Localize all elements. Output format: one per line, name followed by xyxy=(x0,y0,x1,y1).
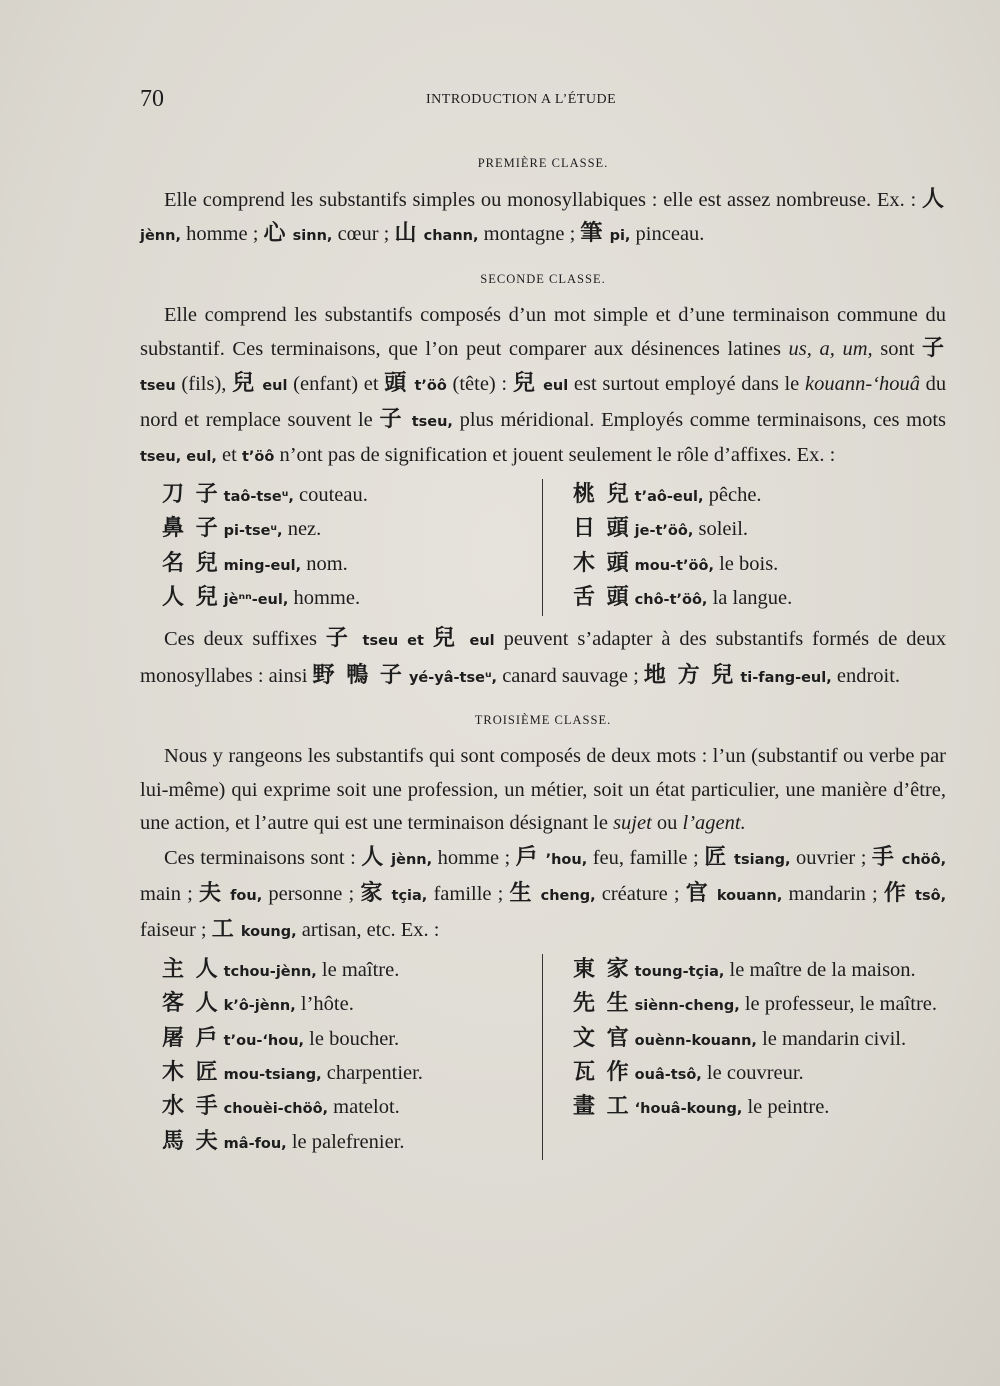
translation: personne ; xyxy=(268,882,355,905)
chinese-character: 兒 xyxy=(512,370,538,396)
example-row xyxy=(162,1091,543,1125)
example-row xyxy=(162,988,543,1022)
example-row xyxy=(162,1057,543,1091)
text: Elle comprend les substantifs simples ou monosyllabiques : elle est assez nombreuse. xyxy=(164,189,872,211)
text: canard sauvage ; xyxy=(502,664,639,687)
section-title-first: PREMIÈRE CLASSE. xyxy=(477,156,609,170)
page-header xyxy=(140,86,940,116)
example-row xyxy=(573,1023,946,1057)
example-row xyxy=(573,954,946,988)
translation: la langue. xyxy=(712,587,793,610)
romanization: chöô, xyxy=(901,851,947,868)
romanization: ouènn-kouann, xyxy=(634,1032,757,1049)
chinese-character: 官 xyxy=(685,880,711,906)
chinese-character: 手 xyxy=(871,844,897,870)
text: sont xyxy=(880,338,915,361)
text: Ces terminaisons sont : xyxy=(164,846,356,869)
romanization: t’ou-‘hou, xyxy=(223,1032,305,1049)
chinese-character: 山 xyxy=(394,221,419,247)
romanization: t’öô xyxy=(414,377,447,394)
chinese-word: 名 兒 xyxy=(162,550,220,576)
paragraph-first xyxy=(140,183,946,254)
romanization: tseu xyxy=(362,633,399,650)
chinese-character: 家 xyxy=(360,880,386,906)
translation: l’hôte. xyxy=(300,993,354,1016)
romanization: t’öô xyxy=(241,449,275,466)
examples-right-column xyxy=(543,479,946,617)
text-italic: sujet xyxy=(613,812,652,835)
translation: le peintre. xyxy=(747,1096,830,1119)
chinese-word: 日 頭 xyxy=(573,516,631,542)
example-row xyxy=(162,548,543,582)
text: et xyxy=(222,444,237,467)
text: plus méridional. Employés comme terminaisons, ces mots xyxy=(459,409,947,432)
romanization: je-t’öô, xyxy=(634,523,694,540)
chinese-word: 野 鴨 子 xyxy=(312,662,404,688)
romanization: pi-tseᵘ, xyxy=(223,523,283,540)
translation: matelot. xyxy=(333,1096,400,1119)
romanization: k’ô-jènn, xyxy=(223,998,296,1015)
translation: artisan, etc. Ex. : xyxy=(301,919,440,942)
translation: le couvreur. xyxy=(706,1061,804,1084)
paragraph-second-continued xyxy=(140,622,946,695)
translation: cœur ; xyxy=(337,223,390,246)
text: (enfant) et xyxy=(293,372,379,395)
translation: soleil. xyxy=(698,518,749,541)
chinese-character: 子 xyxy=(325,626,354,652)
romanization: fou, xyxy=(230,887,263,904)
romanization: ‘houâ-koung, xyxy=(634,1101,743,1118)
translation: nez. xyxy=(287,518,322,541)
translation: le boucher. xyxy=(309,1027,400,1050)
romanization: eul xyxy=(262,377,288,394)
section-title-third: TROISIÈME CLASSE. xyxy=(474,713,612,728)
text-italic: kouann-‘houâ xyxy=(804,372,920,395)
example-row xyxy=(573,548,946,582)
translation: le palefrenier. xyxy=(291,1130,405,1153)
translation: famille ; xyxy=(433,882,504,905)
chinese-word: 水 手 xyxy=(162,1094,220,1120)
chinese-word: 馬 夫 xyxy=(162,1128,220,1154)
translation: montagne ; xyxy=(483,223,576,246)
translation: feu, famille ; xyxy=(592,846,699,869)
example-row xyxy=(162,513,543,547)
column-divider xyxy=(542,479,543,617)
chinese-word: 地 方 兒 xyxy=(643,662,736,688)
chinese-word: 文 官 xyxy=(573,1025,631,1051)
text: du nord et remplace souvent le xyxy=(140,372,947,432)
translation: le bois. xyxy=(719,552,779,575)
text: Elle comprend les substantifs composés d’un mot simple et d’une terminaison commune du substantif. Ces terminaisons, que l’on peut comparer aux désinences latines xyxy=(140,303,946,361)
romanization: toung-tçia, xyxy=(634,963,725,980)
translation: homme ; xyxy=(186,223,259,246)
text: (tête) : xyxy=(452,372,508,395)
page-body xyxy=(140,148,946,1166)
chinese-word: 畫 工 xyxy=(573,1094,631,1120)
example-row xyxy=(573,1057,946,1091)
romanization: tsiang, xyxy=(734,851,791,868)
chinese-character: 子 xyxy=(379,407,405,433)
chinese-character: 人 xyxy=(921,187,946,212)
chinese-word: 先 生 xyxy=(573,991,631,1017)
translation: le maître. xyxy=(321,958,400,981)
chinese-word: 屠 戶 xyxy=(162,1025,220,1051)
chinese-character: 匠 xyxy=(704,844,729,870)
romanization: jèⁿⁿ-eul, xyxy=(223,592,289,609)
romanization: tchou-jènn, xyxy=(223,963,317,980)
romanization: eul xyxy=(543,377,569,394)
translation: nom. xyxy=(306,552,348,575)
text: ou xyxy=(656,812,678,835)
column-divider xyxy=(542,954,543,1160)
translation: main ; xyxy=(140,882,193,905)
romanization: tçia, xyxy=(391,887,428,904)
romanization: chouèi-chöô, xyxy=(223,1101,329,1118)
translation: charpentier. xyxy=(326,1061,423,1084)
chinese-word: 桃 兒 xyxy=(573,481,631,507)
examples-left-column xyxy=(140,954,543,1160)
romanization: jènn, xyxy=(391,851,433,868)
romanization: ouâ-tsô, xyxy=(634,1066,702,1083)
translation: ouvrier ; xyxy=(796,846,867,869)
chinese-character: 子 xyxy=(922,336,947,362)
section-title-second: SECONDE CLASSE. xyxy=(480,271,606,286)
text: (fils), xyxy=(181,372,227,395)
example-row xyxy=(573,1091,946,1125)
chinese-character: 夫 xyxy=(198,880,224,906)
chinese-word: 舌 頭 xyxy=(573,585,631,611)
example-row xyxy=(573,479,946,513)
translation: mandarin ; xyxy=(788,882,878,905)
example-row xyxy=(162,582,543,616)
romanization: chann, xyxy=(423,228,479,245)
translation: créature ; xyxy=(601,882,680,905)
romanization: koung, xyxy=(240,924,297,941)
chinese-character: 頭 xyxy=(384,370,409,396)
romanization: yé-yâ-tseᵘ, xyxy=(408,669,498,686)
translation: pinceau. xyxy=(635,223,705,246)
translation: homme. xyxy=(293,587,361,610)
translation: homme ; xyxy=(437,846,511,869)
examples-table-second xyxy=(140,479,946,617)
chinese-word: 木 匠 xyxy=(162,1059,220,1085)
chinese-character: 心 xyxy=(263,221,288,247)
example-row xyxy=(573,513,946,547)
translation: le professeur, le maître. xyxy=(744,993,937,1016)
chinese-word: 鼻 子 xyxy=(162,516,220,542)
chinese-word: 瓦 作 xyxy=(573,1059,631,1085)
chinese-word: 木 頭 xyxy=(573,550,631,576)
text: Ex. : xyxy=(876,189,917,211)
chinese-word: 主 人 xyxy=(162,956,220,982)
translation: le maître de la maison. xyxy=(729,958,916,981)
text: Nous y rangeons les substantifs qui sont composés de deux mots : l’un (substantif ou verbe par lui-même) qui exprime soit une profession, un métier, soit un état particulier, une manière d’être, une action, et l’autre qui est une terminaison désignant le xyxy=(140,745,946,835)
romanization: mou-t’öô, xyxy=(634,557,714,574)
romanization: tseu, xyxy=(411,414,453,431)
romanization: mâ-fou, xyxy=(223,1135,287,1152)
text: endroit. xyxy=(836,664,901,687)
romanization: tsô, xyxy=(915,887,947,904)
paragraph-third xyxy=(140,740,946,840)
translation: le mandarin civil. xyxy=(762,1027,907,1050)
example-row xyxy=(573,988,946,1022)
romanization: siènn-cheng, xyxy=(634,998,740,1015)
examples-table-third xyxy=(140,954,946,1160)
romanization: pi, xyxy=(609,228,631,245)
romanization: t’aô-eul, xyxy=(634,488,704,505)
text-italic: us, a, um, xyxy=(788,338,873,361)
paragraph-third-terminations xyxy=(140,841,946,950)
romanization: sinn, xyxy=(292,228,333,245)
romanization: cheng, xyxy=(540,887,596,904)
translation: pêche. xyxy=(708,483,762,506)
romanization: tseu, eul, xyxy=(140,449,217,466)
text: et xyxy=(407,633,424,650)
romanization: jènn, xyxy=(140,228,181,245)
translation: couteau. xyxy=(299,483,368,506)
chinese-character: 工 xyxy=(211,917,236,943)
example-row xyxy=(162,1023,543,1057)
chinese-character: 筆 xyxy=(580,221,605,247)
romanization: chô-t’öô, xyxy=(634,592,708,609)
chinese-word: 人 兒 xyxy=(162,585,220,611)
chinese-word: 東 家 xyxy=(573,956,631,982)
example-row xyxy=(162,954,543,988)
translation: faiseur ; xyxy=(140,919,207,942)
chinese-word: 刀 子 xyxy=(162,481,220,507)
chinese-character: 兒 xyxy=(232,370,257,396)
paragraph-second xyxy=(140,299,946,475)
text: n’ont pas de signification et jouent seulement le rôle d’affixes. Ex. : xyxy=(279,444,836,467)
chinese-character: 生 xyxy=(509,880,535,906)
page-number: 70 xyxy=(140,86,164,112)
chinese-character: 人 xyxy=(361,844,386,870)
text: peuvent s’adapter à des substantifs formés de deux monosyllabes : ainsi xyxy=(140,628,947,687)
chinese-character: 兒 xyxy=(432,626,461,652)
examples-right-column xyxy=(543,954,946,1160)
romanization: mou-tsiang, xyxy=(223,1066,322,1083)
example-row xyxy=(573,582,946,616)
example-row xyxy=(162,479,543,513)
romanization: eul xyxy=(469,633,495,650)
chinese-character: 戶 xyxy=(515,844,541,870)
examples-left-column xyxy=(140,479,543,617)
chinese-character: 作 xyxy=(883,880,909,906)
romanization: ming-eul, xyxy=(223,557,302,574)
text: est surtout employé dans le xyxy=(573,372,800,395)
text-italic: l’agent. xyxy=(682,812,746,835)
example-row xyxy=(162,1126,543,1160)
romanization: ’hou, xyxy=(545,851,588,868)
romanization: ti-fang-eul, xyxy=(740,669,832,686)
chinese-word: 客 人 xyxy=(162,991,220,1017)
romanization: tseu xyxy=(140,377,176,394)
romanization: taô-tseᵘ, xyxy=(223,488,294,505)
running-title: INTRODUCTION A L’ÉTUDE xyxy=(426,92,617,107)
text: Ces deux suffixes xyxy=(164,628,317,651)
romanization: kouann, xyxy=(716,887,783,904)
